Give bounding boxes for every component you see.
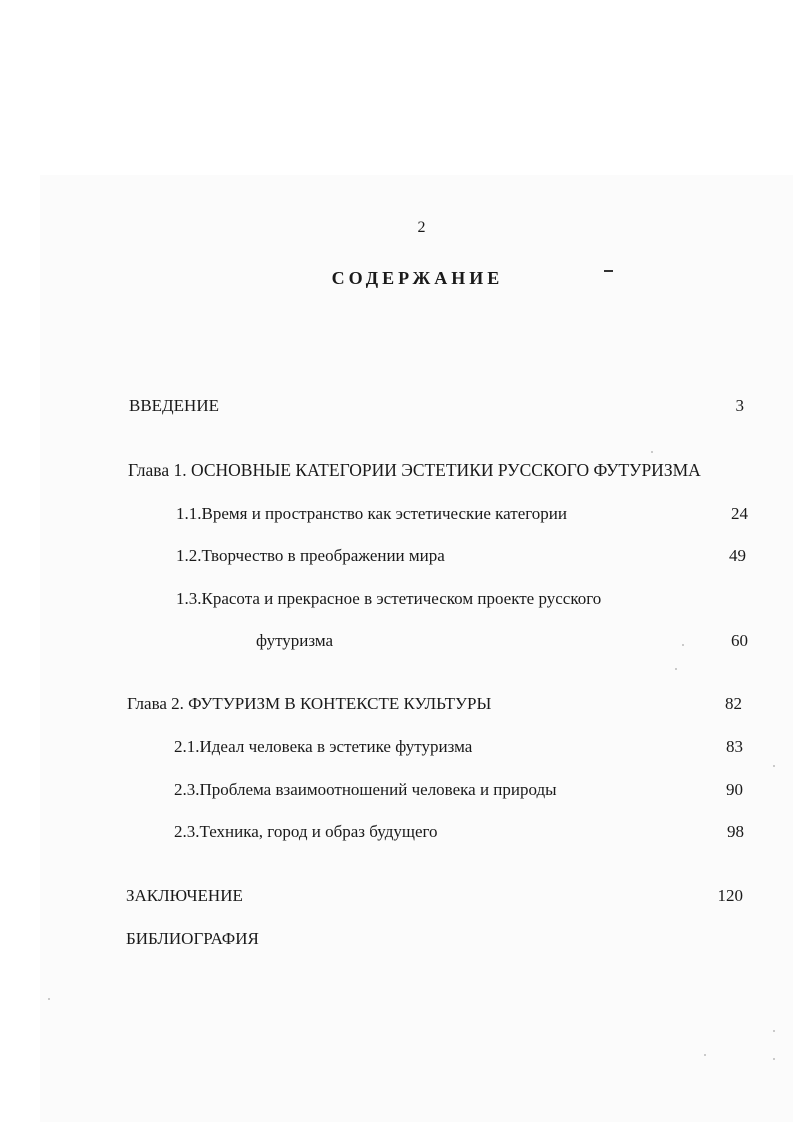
- toc-page-number: 24: [731, 504, 748, 523]
- page-title: СОДЕРЖАНИЕ: [331, 268, 504, 288]
- toc-label: ЗАКЛЮЧЕНИЕ: [126, 886, 243, 905]
- toc-label: Глава 2. ФУТУРИЗМ В КОНТЕКСТЕ КУЛЬТУРЫ: [127, 694, 492, 713]
- toc-label: 2.1.Идеал человека в эстетике футуризма: [174, 737, 473, 756]
- toc-page-number: 82: [725, 694, 742, 713]
- scan-speck: [773, 1030, 775, 1032]
- scan-speck: [704, 1054, 706, 1056]
- toc-page-number: 49: [729, 546, 746, 565]
- scan-speck: [773, 765, 775, 767]
- toc-label: 1.3.Красота и прекрасное в эстетическом проекте русского: [176, 589, 602, 608]
- toc-label: 2.3.Проблема взаимоотношений человека и природы: [174, 780, 557, 799]
- scan-speck: [48, 998, 50, 1000]
- toc-label: ВВЕДЕНИЕ: [129, 396, 219, 415]
- toc-page-number: 3: [735, 396, 744, 415]
- toc-label: Глава 1. ОСНОВНЫЕ КАТЕГОРИИ ЭСТЕТИКИ РУССКОГО ФУТУРИЗМА: [128, 460, 701, 480]
- toc-label: 1.1.Время и пространство как эстетические категории: [176, 504, 567, 523]
- scan-speck: [773, 1058, 775, 1060]
- scan-speck: [651, 451, 653, 453]
- toc-label: футуризма: [256, 631, 334, 650]
- scanned-sheet: [40, 175, 793, 1122]
- toc-page-number: 60: [731, 631, 748, 650]
- toc-label: 2.3.Техника, город и образ будущего: [174, 822, 438, 841]
- scan-speck: [675, 668, 677, 670]
- scan-speck: [682, 644, 684, 646]
- scan-artifact: [604, 270, 613, 272]
- page-number: 2: [417, 219, 426, 236]
- toc-page-number: 90: [726, 780, 743, 799]
- toc-label: БИБЛИОГРАФИЯ: [126, 929, 259, 948]
- toc-page-number: 98: [727, 822, 744, 841]
- toc-label: 1.2.Творчество в преображении мира: [176, 546, 445, 565]
- toc-page-number: 83: [726, 737, 743, 756]
- toc-page-number: 120: [717, 886, 743, 905]
